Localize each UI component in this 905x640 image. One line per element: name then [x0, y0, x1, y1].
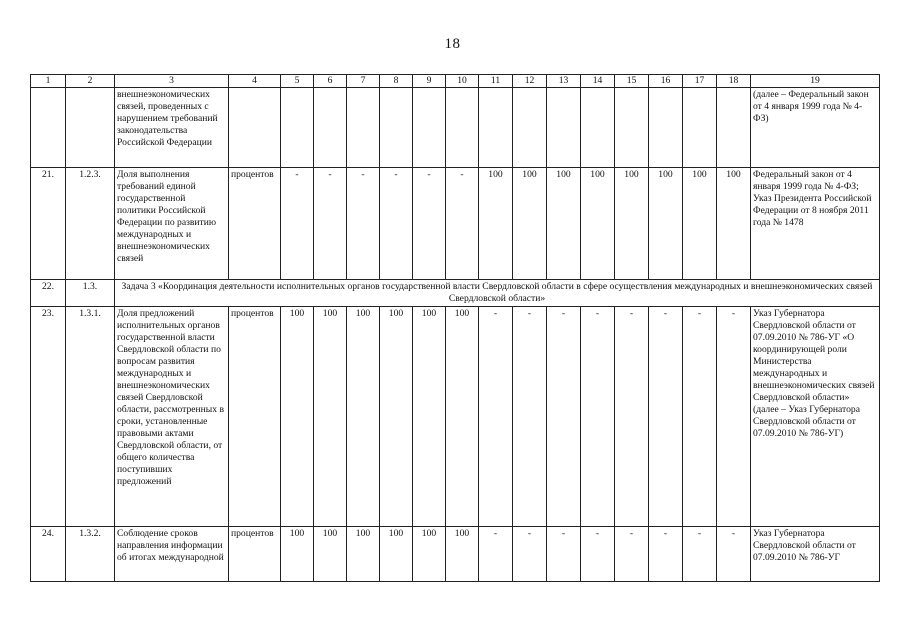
column-header: 9 [413, 75, 446, 88]
indicator-description: внешнеэкономических связей, проведенных с нарушением требований законодательства Российской Федерации [115, 88, 229, 168]
value-cell: 100 [513, 168, 547, 280]
value-cell: 100 [547, 168, 581, 280]
indicator-description: Соблюдение сроков направления информации об итогах международной [115, 527, 229, 582]
legal-basis-cell: Указ Губернатора Свердловской области от 07.09.2010 № 786-УГ «О координирующей роли Министерства международных и внешнеэкономических связей Свердловской области» (далее – Указ Губернатора Свердловской области от 07.09.2010 № 786-УГ) [751, 307, 880, 527]
unit-cell: процентов [229, 168, 281, 280]
row-number: 24. [31, 527, 66, 582]
row-number: 23. [31, 307, 66, 527]
row-code: 1.3.2. [66, 527, 115, 582]
row-number: 22. [31, 280, 66, 307]
value-cell [347, 88, 380, 168]
column-header: 14 [581, 75, 615, 88]
table-row [31, 88, 880, 168]
value-cell: - [717, 527, 751, 582]
column-header: 13 [547, 75, 581, 88]
value-cell: 100 [314, 527, 347, 582]
value-cell [683, 88, 717, 168]
column-header: 8 [380, 75, 413, 88]
table-header-row [31, 75, 880, 88]
value-cell [513, 88, 547, 168]
row-number [31, 88, 66, 168]
value-cell: - [347, 168, 380, 280]
value-cell: 100 [717, 168, 751, 280]
value-cell: - [547, 527, 581, 582]
table-row [31, 527, 880, 582]
value-cell: 100 [615, 168, 649, 280]
value-cell: - [683, 527, 717, 582]
column-header: 19 [751, 75, 880, 88]
value-cell: - [717, 307, 751, 527]
value-cell: - [479, 527, 513, 582]
indicator-table [30, 74, 880, 582]
legal-basis-cell: (далее – Федеральный закон от 4 января 1999 года № 4-ФЗ) [751, 88, 880, 168]
column-header: 15 [615, 75, 649, 88]
value-cell [717, 88, 751, 168]
column-header: 3 [115, 75, 229, 88]
value-cell: - [314, 168, 347, 280]
value-cell: - [413, 168, 446, 280]
column-header: 4 [229, 75, 281, 88]
value-cell: 100 [347, 527, 380, 582]
row-number: 21. [31, 168, 66, 280]
value-cell: - [479, 307, 513, 527]
legal-basis-cell: Указ Губернатора Свердловской области от 07.09.2010 № 786-УГ [751, 527, 880, 582]
column-header: 10 [446, 75, 479, 88]
value-cell: - [615, 527, 649, 582]
column-header: 16 [649, 75, 683, 88]
value-cell: - [615, 307, 649, 527]
table-row [31, 168, 880, 280]
value-cell: - [581, 527, 615, 582]
value-cell: 100 [413, 307, 446, 527]
value-cell [446, 88, 479, 168]
column-header: 7 [347, 75, 380, 88]
unit-cell: процентов [229, 307, 281, 527]
value-cell: - [281, 168, 314, 280]
value-cell: - [513, 307, 547, 527]
unit-cell: процентов [229, 527, 281, 582]
value-cell: - [683, 307, 717, 527]
value-cell [479, 88, 513, 168]
column-header: 18 [717, 75, 751, 88]
value-cell: - [380, 168, 413, 280]
value-cell: 100 [380, 527, 413, 582]
value-cell: 100 [281, 307, 314, 527]
value-cell [547, 88, 581, 168]
value-cell: - [547, 307, 581, 527]
value-cell: - [649, 527, 683, 582]
column-header: 12 [513, 75, 547, 88]
value-cell: 100 [446, 527, 479, 582]
row-code [66, 88, 115, 168]
value-cell: - [581, 307, 615, 527]
value-cell [314, 88, 347, 168]
value-cell: 100 [446, 307, 479, 527]
value-cell: 100 [413, 527, 446, 582]
value-cell: 100 [314, 307, 347, 527]
value-cell [615, 88, 649, 168]
column-header: 6 [314, 75, 347, 88]
column-header: 11 [479, 75, 513, 88]
unit-cell [229, 88, 281, 168]
value-cell: 100 [380, 307, 413, 527]
task-heading: Задача 3 «Координация деятельности исполнительных органов государственной власти Свердловской области в сфере осуществления международных и внешнеэкономических связей Свердловской области» [115, 280, 880, 307]
column-header: 2 [66, 75, 115, 88]
value-cell: - [513, 527, 547, 582]
value-cell [581, 88, 615, 168]
legal-basis-cell: Федеральный закон от 4 января 1999 года № 4-ФЗ; Указ Президента Российской Федерации от 8 ноября 2011 года № 1478 [751, 168, 880, 280]
value-cell [649, 88, 683, 168]
column-header: 17 [683, 75, 717, 88]
value-cell [413, 88, 446, 168]
table-row [31, 307, 880, 527]
value-cell [281, 88, 314, 168]
value-cell: 100 [581, 168, 615, 280]
row-code: 1.3. [66, 280, 115, 307]
value-cell: 100 [347, 307, 380, 527]
column-header: 5 [281, 75, 314, 88]
value-cell: 100 [649, 168, 683, 280]
indicator-description: Доля предложений исполнительных органов государственной власти Свердловской области по вопросам развития международных и внешнеэкономических связей Свердловской области, рассмотренных в сроки, установленные правовыми актами Свердловской области, от общего количества поступивших предложений [115, 307, 229, 527]
page-number: 18 [444, 36, 461, 52]
value-cell: 100 [479, 168, 513, 280]
indicator-description: Доля выполнения требований единой государственной политики Российской Федерации по развитию международных и внешнеэкономических связей [115, 168, 229, 280]
value-cell: - [446, 168, 479, 280]
row-code: 1.3.1. [66, 307, 115, 527]
value-cell: - [649, 307, 683, 527]
column-header: 1 [31, 75, 66, 88]
table-row [31, 280, 880, 307]
value-cell [380, 88, 413, 168]
row-code: 1.2.3. [66, 168, 115, 280]
value-cell: 100 [281, 527, 314, 582]
value-cell: 100 [683, 168, 717, 280]
